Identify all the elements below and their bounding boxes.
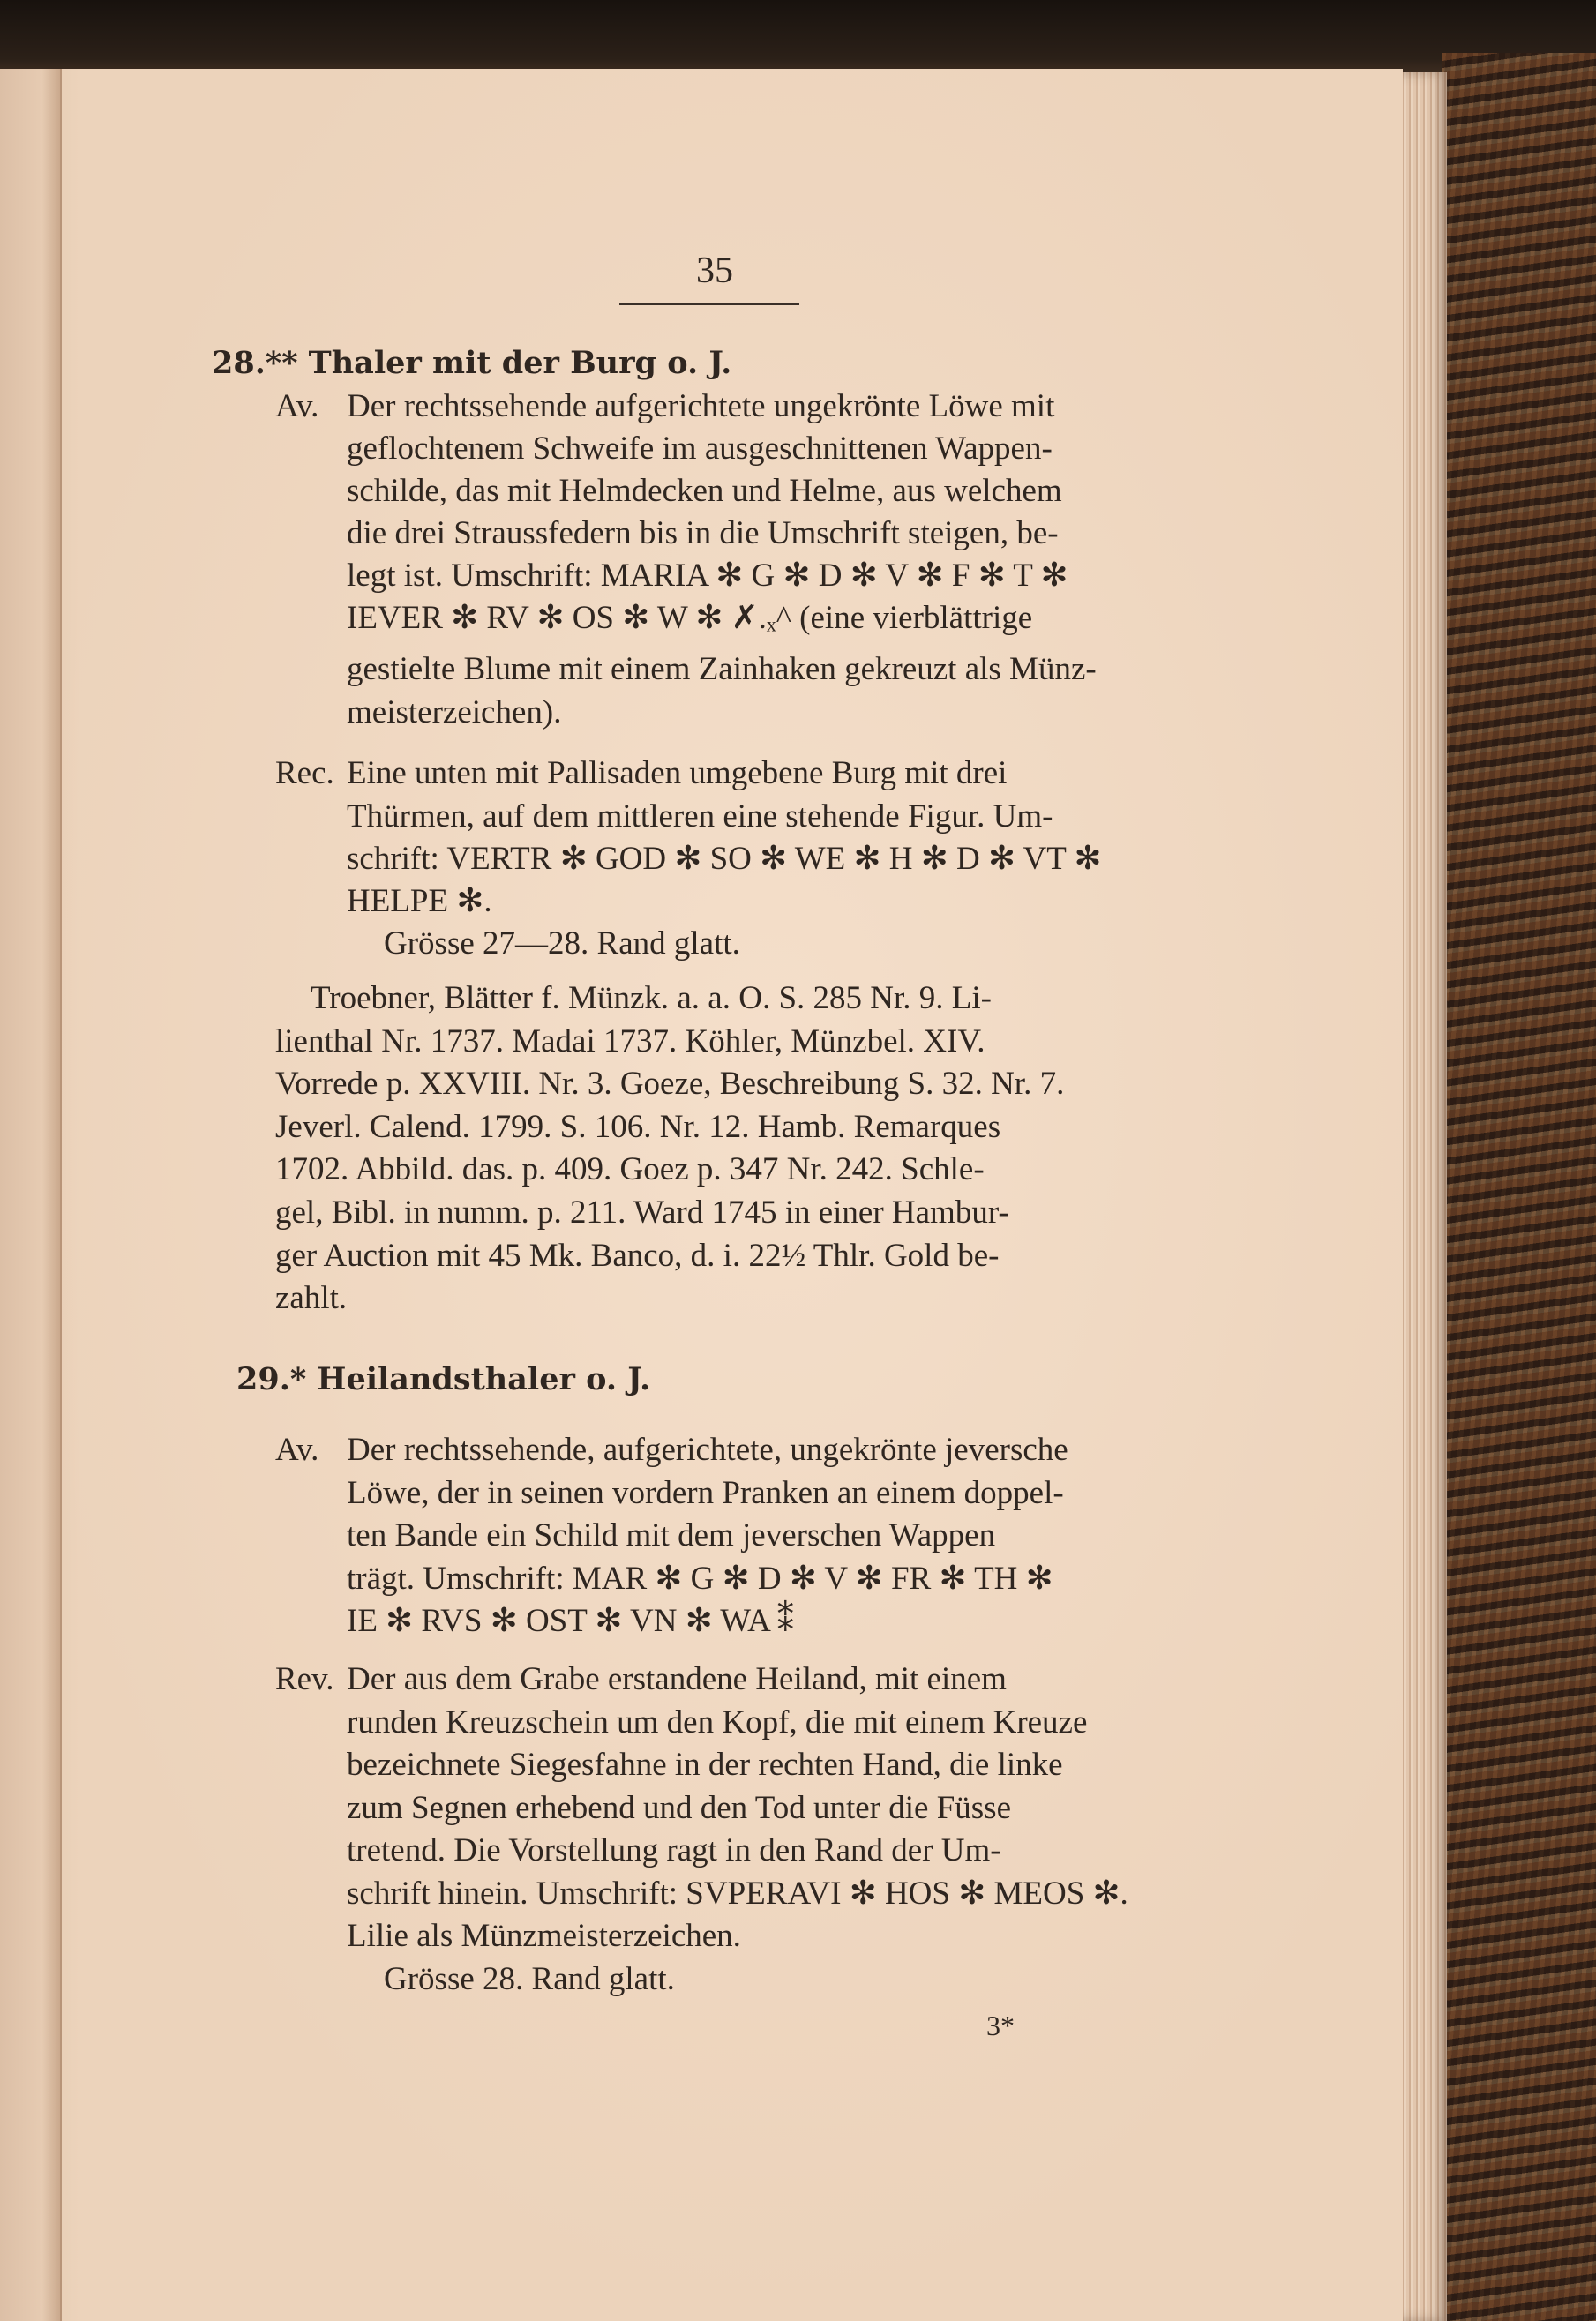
entry-28-reference-line: gel, Bibl. in numm. p. 211. Ward 1745 in einer Hambur-: [275, 1194, 1009, 1231]
entry-29-av-label: Av.: [275, 1432, 319, 1468]
entry-29-av-line: trägt. Umschrift: MAR ✻ G ✻ D ✻ V ✻ FR ✻ TH ✻: [347, 1561, 1053, 1597]
entry-29-rev-line: tretend. Die Vorstellung ragt in den Rand der Um-: [347, 1832, 1001, 1868]
entry-28-av-line: Der rechtssehende aufgerichtete ungekrönte Löwe mit: [347, 388, 1055, 424]
entry-28-av-line: meisterzeichen).: [347, 694, 562, 730]
entry-28-reference-line: 1702. Abbild. das. p. 409. Goez p. 347 Nr. 242. Schle-: [275, 1151, 985, 1187]
entry-28-rev-line: schrift: VERTR ✻ GOD ✻ SO ✻ WE ✻ H ✻ D ✻ VT ✻: [347, 841, 1102, 877]
entry-29-rev-line: zum Segnen erhebend und den Tod unter die Füsse: [347, 1790, 1012, 1826]
entry-29-av-line: ten Bande ein Schild mit dem jeverschen Wappen: [347, 1517, 996, 1554]
entry-28-av-line: IEVER ✻ RV ✻ OS ✻ W ✻ ✗.ₓ^ (eine vierblättrige: [347, 600, 1033, 636]
marbled-cover-edge: [1442, 53, 1596, 2321]
entry-29-av-line: Der rechtssehende, aufgerichtete, ungekrönte jeversche: [347, 1432, 1068, 1468]
entry-28-av-line: schilde, das mit Helmdecken und Helme, aus welchem: [347, 473, 1062, 509]
entry-29-rev-line: Der aus dem Grabe erstandene Heiland, mit einem: [347, 1661, 1007, 1697]
previous-page-edge: [0, 69, 62, 2321]
entry-28-rev-line: Eine unten mit Pallisaden umgebene Burg mit drei: [347, 755, 1008, 791]
signature-mark: 3*: [986, 2010, 1015, 2041]
entry-28-av-line: gestielte Blume mit einem Zainhaken gekreuzt als Münz-: [347, 651, 1097, 687]
entry-28-rev-line: HELPE ✻.: [347, 883, 492, 919]
entry-29-rev-line: Lilie als Münzmeisterzeichen.: [347, 1918, 741, 1954]
entry-28-av-line: die drei Straussfedern bis in die Umschrift steigen, be-: [347, 515, 1059, 551]
page-number: 35: [696, 251, 733, 291]
entry-29-rev-line: runden Kreuzschein um den Kopf, die mit einem Kreuze: [347, 1704, 1088, 1741]
header-rule: [619, 303, 799, 305]
entry-28-av-line: legt ist. Umschrift: MARIA ✻ G ✻ D ✻ V ✻ F ✻ T ✻: [347, 558, 1068, 594]
entry-28-reference-line: zahlt.: [275, 1280, 348, 1316]
entry-29-av-line: IE ✻ RVS ✻ OST ✻ VN ✻ WA ⁑: [347, 1603, 794, 1639]
entry-28-av-line: geflochtenem Schweife im ausgeschnittenen Wappen-: [347, 431, 1053, 467]
entry-29-av-line: Löwe, der in seinen vordern Pranken an einem doppel-: [347, 1475, 1064, 1511]
entry-28-title: 28.** Thaler mit der Burg o. J.: [212, 345, 732, 381]
entry-29-title: 29.* Heilandsthaler o. J.: [236, 1361, 651, 1397]
entry-28-rev-label: Rec.: [275, 755, 334, 791]
entry-29-rev-label: Rev.: [275, 1661, 334, 1697]
entry-28-reference-line: Troebner, Blätter f. Münzk. a. a. O. S. 285 Nr. 9. Li-: [311, 980, 992, 1016]
entry-28-reference-line: ger Auction mit 45 Mk. Banco, d. i. 22½ Thlr. Gold be-: [275, 1238, 1000, 1274]
entry-28-rev-line: Thürmen, auf dem mittleren eine stehende Figur. Um-: [347, 798, 1053, 835]
entry-28-size: Grösse 27—28. Rand glatt.: [384, 925, 740, 962]
entry-28-av-label: Av.: [275, 388, 319, 424]
entry-29-rev-line: bezeichnete Siegesfahne in der rechten Hand, die linke: [347, 1747, 1063, 1783]
entry-28-reference-line: Jeverl. Calend. 1799. S. 106. Nr. 12. Hamb. Remarques: [275, 1109, 1001, 1145]
entry-28-reference-line: Vorrede p. XXVIII. Nr. 3. Goeze, Beschreibung S. 32. Nr. 7.: [275, 1066, 1065, 1102]
entry-28-reference-line: lienthal Nr. 1737. Madai 1737. Köhler, Münzbel. XIV.: [275, 1023, 985, 1059]
entry-29-rev-line: schrift hinein. Umschrift: SVPERAVI ✻ HOS ✻ MEOS ✻.: [347, 1876, 1128, 1912]
entry-29-size: Grösse 28. Rand glatt.: [384, 1961, 675, 1997]
